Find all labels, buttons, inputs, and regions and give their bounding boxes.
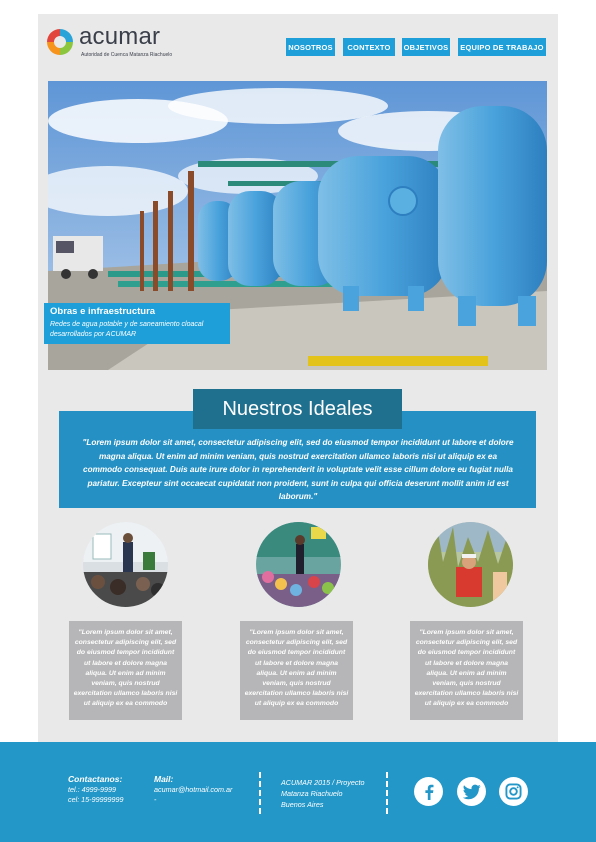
twitter-glyph	[463, 784, 481, 800]
hero-caption-text: Redes de agua potable y de saneamiento cloacal desarrollados por ACUMAR	[50, 321, 204, 338]
footer-divider-right	[386, 772, 388, 814]
instagram-glyph	[505, 783, 522, 800]
contact-label: Contactanos:	[68, 774, 123, 784]
facebook-icon[interactable]	[414, 777, 443, 806]
ideals-title: Nuestros Ideales	[193, 389, 402, 429]
contact-cel[interactable]: cel: 15-99999999	[68, 795, 124, 804]
mail-link[interactable]: acumar@hotmail.com.ar	[154, 785, 233, 794]
contact-tel[interactable]: tel.: 4999-9999	[68, 785, 116, 794]
logo-mark-icon	[44, 26, 76, 58]
photo-presentation	[83, 522, 168, 607]
ideals-text: "Lorem ipsum dolor sit amet, consectetur adipiscing elit, sed do eiusmod tempor incididunt ut labore et dolore magna aliqua. Ut enim ad minim veniam, quis nostrud exercitation ullamco laboris nisi ut aliquip ex ea commodo consequat. Duis aute irure dolor in reprehenderit in voluptate velit esse cillum dolore eu fugiat nulla pariatur. Excepteur sint occaecat cupidatat non proident, sunt in culpa qui officia deserunt mollit anim id est laborum."	[82, 438, 514, 501]
project-line-3: Buenos Aires	[281, 800, 324, 809]
footer	[0, 742, 596, 842]
footer-divider-left	[259, 772, 261, 814]
photo-field-visit	[428, 522, 513, 607]
brand-subtitle: Autoridad de Cuenca Matanza Riachuelo	[81, 52, 173, 58]
facebook-glyph	[420, 783, 438, 801]
quote-card-1: "Lorem ipsum dolor sit amet, consectetur adipiscing elit, sed do eiusmod tempor incididunt ut labore et dolore magna aliqua. Ut enim ad minim veniam, quis nostrud exercitation ullamco laboris nisi ut aliquip ex ea commodo	[69, 621, 182, 720]
project-line-1: ACUMAR 2015 / Proyecto	[281, 778, 365, 787]
quote-card-3: "Lorem ipsum dolor sit amet, consectetur adipiscing elit, sed do eiusmod tempor incididunt ut labore et dolore magna aliqua. Ut enim ad minim veniam, quis nostrud exercitation ullamco laboris nisi ut aliquip ex ea commodo	[410, 621, 523, 720]
nav-contexto[interactable]: CONTEXTO	[343, 38, 395, 56]
photo-children-classroom	[256, 522, 341, 607]
acumar-logo[interactable]	[44, 23, 204, 62]
mail-extra: -	[154, 795, 157, 804]
mail-label: Mail:	[154, 774, 174, 784]
brand-name: acumar	[79, 23, 161, 50]
twitter-icon[interactable]	[457, 777, 486, 806]
quote-card-2: "Lorem ipsum dolor sit amet, consectetur adipiscing elit, sed do eiusmod tempor incididunt ut labore et dolore magna aliqua. Ut enim ad minim veniam, quis nostrud exercitation ullamco laboris nisi ut aliquip ex ea commodo	[240, 621, 353, 720]
hero-caption-title: Obras e infraestructura	[50, 306, 156, 317]
nav-nosotros[interactable]: NOSOTROS	[286, 38, 335, 56]
nav-equipo-de-trabajo[interactable]: EQUIPO DE TRABAJO	[458, 38, 546, 56]
instagram-icon[interactable]	[499, 777, 528, 806]
project-line-2: Matanza Riachuelo	[281, 789, 343, 798]
hero-caption	[44, 303, 230, 344]
nav-objetivos[interactable]: OBJETIVOS	[402, 38, 450, 56]
